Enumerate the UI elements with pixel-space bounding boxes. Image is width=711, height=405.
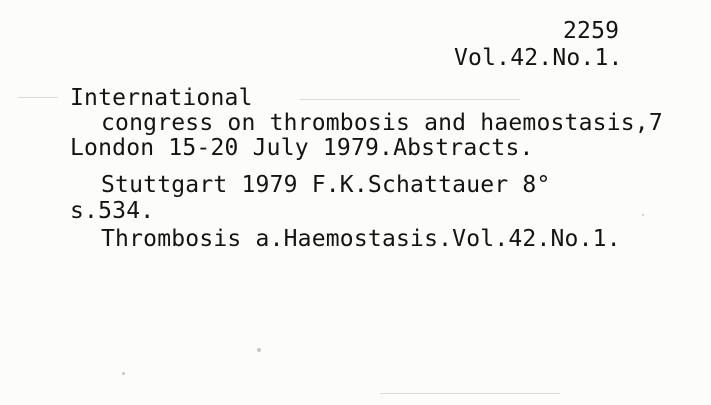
heading-line-1: International [70, 85, 253, 111]
paper-mark [300, 99, 520, 100]
heading-line-2: congress on thrombosis and haemostasis,7 [101, 110, 663, 136]
paper-speck [122, 372, 125, 375]
paper-speck [257, 348, 261, 352]
volume-reference: Vol.42.No.1. [454, 45, 623, 71]
heading-line-3: London 15-20 July 1979.Abstracts. [70, 135, 534, 161]
series-line: Thrombosis a.Haemostasis.Vol.42.No.1. [101, 226, 621, 252]
paper-speck [642, 214, 644, 216]
imprint-line: Stuttgart 1979 F.K.Schattauer 8° [101, 172, 551, 198]
pages-line: s.534. [70, 198, 155, 224]
call-number: 2259 [563, 18, 620, 44]
paper-mark [18, 97, 58, 98]
paper-mark [380, 393, 560, 394]
